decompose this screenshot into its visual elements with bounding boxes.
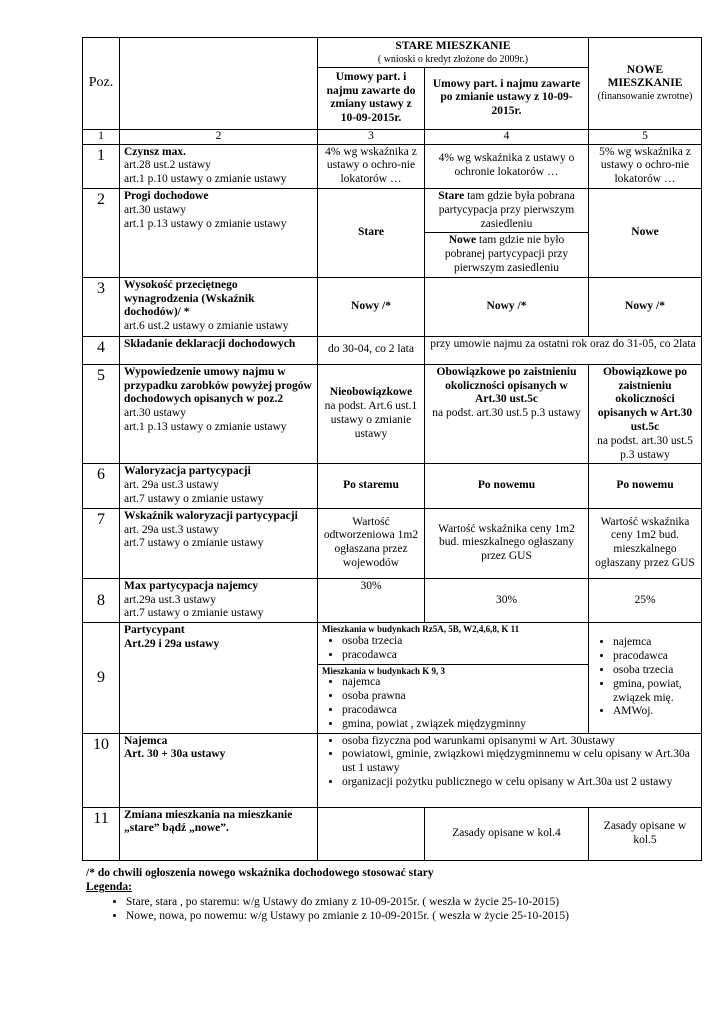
row-number: 7: [83, 508, 120, 578]
legend-item: • Nowe, nowa, po nowemu: w/g Ustawy po zmianie z 10-09-2015r. ( weszła w życie 25-10-2015): [126, 909, 706, 923]
row-title: Składanie deklaracji dochodowych: [120, 336, 318, 364]
row-ref: art.29a ust.3 ustawy: [124, 593, 216, 606]
group-list: [322, 635, 584, 663]
header-nowe-sub: (finansowanie zwrotne): [597, 91, 693, 103]
table-row: [83, 144, 702, 188]
cell-col345: [318, 733, 702, 807]
group-2: [318, 665, 588, 733]
table-row: [83, 336, 702, 364]
cell-bold: Nowe: [448, 234, 477, 247]
header-empty: [120, 38, 318, 130]
col-number: 5: [589, 129, 702, 144]
cell-text: tam gdzie nie było pobranej partycypacji przy pierwszym zasiedleniu: [444, 234, 569, 274]
main-table: [82, 37, 702, 861]
list-item: • AMWoj.: [613, 705, 697, 719]
row-title: Zmiana mieszkania na mieszkanie „stare” bądź „nowe”.: [120, 807, 318, 860]
cell-col3: Po staremu: [318, 464, 425, 508]
table-row: [83, 277, 702, 336]
cell-col5: Po nowemu: [589, 464, 702, 508]
row-ref: art.1 p.13 ustawy o zmianie ustawy: [124, 420, 287, 433]
header-col4: Umowy part. i najmu zawarte po zmianie ustawy z 10-09-2015r.: [425, 67, 589, 129]
group-title: Mieszkania w budynkach K 9, 3: [322, 665, 446, 676]
cell-col5: 5% wg wskaźnika z ustawy o ochro-nie lokatorów …: [589, 144, 702, 188]
cell-bold: Obowiązkowe po zaistnieniu okoliczności opisanych w Art.30 ust.5c: [597, 365, 693, 433]
cell-col4: Wartość wskaźnika ceny 1m2 bud. mieszkalnego ogłaszany przez GUS: [425, 508, 589, 578]
row-ref: art.30 ustawy: [124, 407, 186, 420]
row-title: Partycypant: [124, 624, 185, 637]
list-item: • osoba trzecia: [613, 664, 697, 678]
cell-bold: Nieobowiązkowe: [329, 386, 413, 399]
row-ref: art.28 ust.2 ustawy: [124, 159, 211, 172]
header-poz: Poz.: [83, 38, 120, 130]
cell-col3: Nowy /*: [318, 277, 425, 336]
cell-col5: Nowe: [589, 188, 702, 277]
group-list: [322, 735, 697, 790]
cell-col45: przy umowie najmu za ostatni rok oraz do 31-05, co 2lata: [425, 336, 702, 364]
cell-text: na podst. art.30 ust.5 p.3 ustawy: [432, 407, 581, 420]
row-ref: art.7 ustawy o zmianie ustawy: [124, 537, 264, 550]
row-number: 10: [83, 733, 120, 807]
list-item: • powiatowi, gminie, związkowi międzygminnemu w celu opisany w Art.30a ust 1 ustawy: [342, 748, 697, 776]
cell-col4-nowe: [425, 233, 589, 277]
row-ref: art. 29a ust.3 ustawy: [124, 523, 219, 536]
list-item: • osoba prawna: [342, 690, 584, 704]
cell-col3: 4% wg wskaźnika z ustawy o ochro-nie lokatorów …: [318, 144, 425, 188]
header-stare-title: STARE MIESZKANIE: [395, 40, 511, 52]
table-row: [83, 623, 702, 733]
row-ref: art. 29a ust.3 ustawy: [124, 479, 219, 492]
legend: [86, 866, 706, 924]
table-row: [83, 733, 702, 807]
legend-item: • Stare, stara , po staremu: w/g Ustawy do zmiany z 10-09-2015r. ( weszła w życie 25-10-2015): [126, 895, 706, 909]
cell-col3: 30%: [318, 578, 425, 622]
header-nowe-title: NOWE MIESZKANIE: [607, 63, 683, 90]
row-title-cell: [120, 364, 318, 464]
row-ref: art.30 ustawy: [124, 203, 186, 216]
list-item: • pracodawca: [342, 704, 584, 718]
row-title: Wypowiedzenie umowy najmu w przypadku zarobków powyżej progów dochodowych opisanych w poz.2: [124, 365, 312, 406]
row-title: Wskaźnik waloryzacji partycypacji: [124, 509, 298, 522]
list-item: • pracodawca: [342, 649, 584, 663]
row-title: Progi dochodowe: [124, 189, 209, 202]
header-stare: [318, 38, 589, 68]
group-title: Mieszkania w budynkach Rz5A, 5B, W2,4,6,8, K 11: [322, 624, 520, 635]
cell-col4: 30%: [425, 578, 589, 622]
cell-col5: [589, 623, 702, 733]
cell-col4: Po nowemu: [425, 464, 589, 508]
col-number: 2: [120, 129, 318, 144]
row-title-cell: [120, 578, 318, 622]
legend-list: [86, 895, 706, 924]
row-number: 1: [83, 144, 120, 188]
cell-col3: Wartość odtworzeniowa 1m2 ogłaszana przez wojewodów: [318, 508, 425, 578]
cell-col3: [318, 364, 425, 464]
cell-col4: Zasady opisane w kol.4: [425, 807, 589, 860]
row-title-cell: [120, 508, 318, 578]
col-number: 3: [318, 129, 425, 144]
list-item: • gmina, powiat, związek mię.: [613, 678, 697, 706]
cell-col3: do 30-04, co 2 lata: [318, 336, 425, 364]
group-list: [593, 636, 697, 719]
cell-text: na podst. Art.6 ust.1 ustawy o zmianie ustawy: [324, 400, 418, 440]
col-number: 1: [83, 129, 120, 144]
row-title: Najemca: [124, 734, 168, 747]
list-item: • pracodawca: [613, 650, 697, 664]
row-number: 2: [83, 188, 120, 277]
list-item: • gmina, powiat , związek międzygminny: [342, 718, 584, 732]
table-row: [83, 364, 702, 464]
row-number: 5: [83, 364, 120, 464]
cell-col5: Zasady opisane w kol.5: [589, 807, 702, 860]
cell-col5: Nowy /*: [589, 277, 702, 336]
list-item: • osoba fizyczna pod warunkami opisanymi w Art. 30ustawy: [342, 735, 697, 749]
cell-col5: 25%: [589, 578, 702, 622]
list-item: • najemca: [613, 636, 697, 650]
cell-bold: Stare: [438, 189, 465, 202]
row-title-cell: [120, 464, 318, 508]
cell-col5: [589, 364, 702, 464]
list-item: • najemca: [342, 676, 584, 690]
cell-col4: [425, 364, 589, 464]
row-ref: art.1 p.10 ustawy o zmianie ustawy: [124, 173, 287, 186]
header-stare-sub: ( wnioski o kredyt złożone do 2009r.): [377, 53, 529, 65]
row-title-cell: [120, 188, 318, 277]
row-ref: art.7 ustawy o zmianie ustawy: [124, 492, 264, 505]
row-title-cell: [120, 277, 318, 336]
footnote: /* do chwili ogłoszenia nowego wskaźnika dochodowego stosować stary: [86, 867, 434, 879]
row-number: 6: [83, 464, 120, 508]
list-item: • osoba trzecia: [342, 635, 584, 649]
row-number: 8: [83, 578, 120, 622]
table-row: [83, 578, 702, 622]
row-title-cell: [120, 144, 318, 188]
table-row: [83, 188, 702, 232]
row-title-ref: Art.29 i 29a ustawy: [124, 637, 220, 650]
cell-col4: Nowy /*: [425, 277, 589, 336]
cell-col3: [318, 807, 425, 860]
row-title-cell: [120, 623, 318, 733]
row-title: Waloryzacja partycypacji: [124, 465, 251, 478]
header-col3: Umowy part. i najmu zawarte do zmiany ustawy z 10-09-2015r.: [318, 67, 425, 129]
legend-title: Legenda:: [86, 881, 132, 894]
row-title-cell: [120, 733, 318, 807]
row-ref: art.1 p.13 ustawy o zmianie ustawy: [124, 217, 287, 230]
cell-col34: [318, 623, 589, 733]
group-1: [318, 623, 588, 664]
row-title: Wysokość przeciętnego wynagrodzenia (Wskaźnik dochodów)/ *: [124, 278, 255, 319]
row-title: Czynsz max.: [124, 145, 186, 158]
table-row: [83, 508, 702, 578]
row-ref: art.7 ustawy o zmianie ustawy: [124, 607, 264, 620]
table-row: [83, 464, 702, 508]
row-number: 3: [83, 277, 120, 336]
cell-col5: Wartość wskaźnika ceny 1m2 bud. mieszkalnego ogłaszany przez GUS: [589, 508, 702, 578]
cell-text: tam gdzie była pobrana partycypacja przy pierwszym zasiedleniu: [438, 189, 575, 230]
col-number: 4: [425, 129, 589, 144]
row-ref: art.6 ust.2 ustawy o zmianie ustawy: [124, 320, 289, 333]
row-title-ref: Art. 30 + 30a ustawy: [124, 748, 226, 761]
list-item: • organizacji pożytku publicznego w celu opisany w Art.30a ust 2 ustawy: [342, 776, 697, 790]
row-number: 9: [83, 623, 120, 733]
header-nowe: [589, 38, 702, 130]
row-number: 4: [83, 336, 120, 364]
cell-col4: 4% wg wskaźnika z ustawy o ochronie lokatorów …: [425, 144, 589, 188]
row-title: Max partycypacja najemcy: [124, 579, 259, 592]
group-list: [322, 676, 584, 731]
cell-bold: Obowiązkowe po zaistnieniu okoliczności opisanych w Art.30 ust.5c: [436, 365, 577, 406]
cell-text: na podst. art.30 ust.5 p.3 ustawy: [597, 434, 693, 461]
row-number: 11: [83, 807, 120, 860]
cell-col3: Stare: [318, 188, 425, 277]
cell-col4-stare: [425, 188, 589, 232]
table-row: [83, 807, 702, 860]
